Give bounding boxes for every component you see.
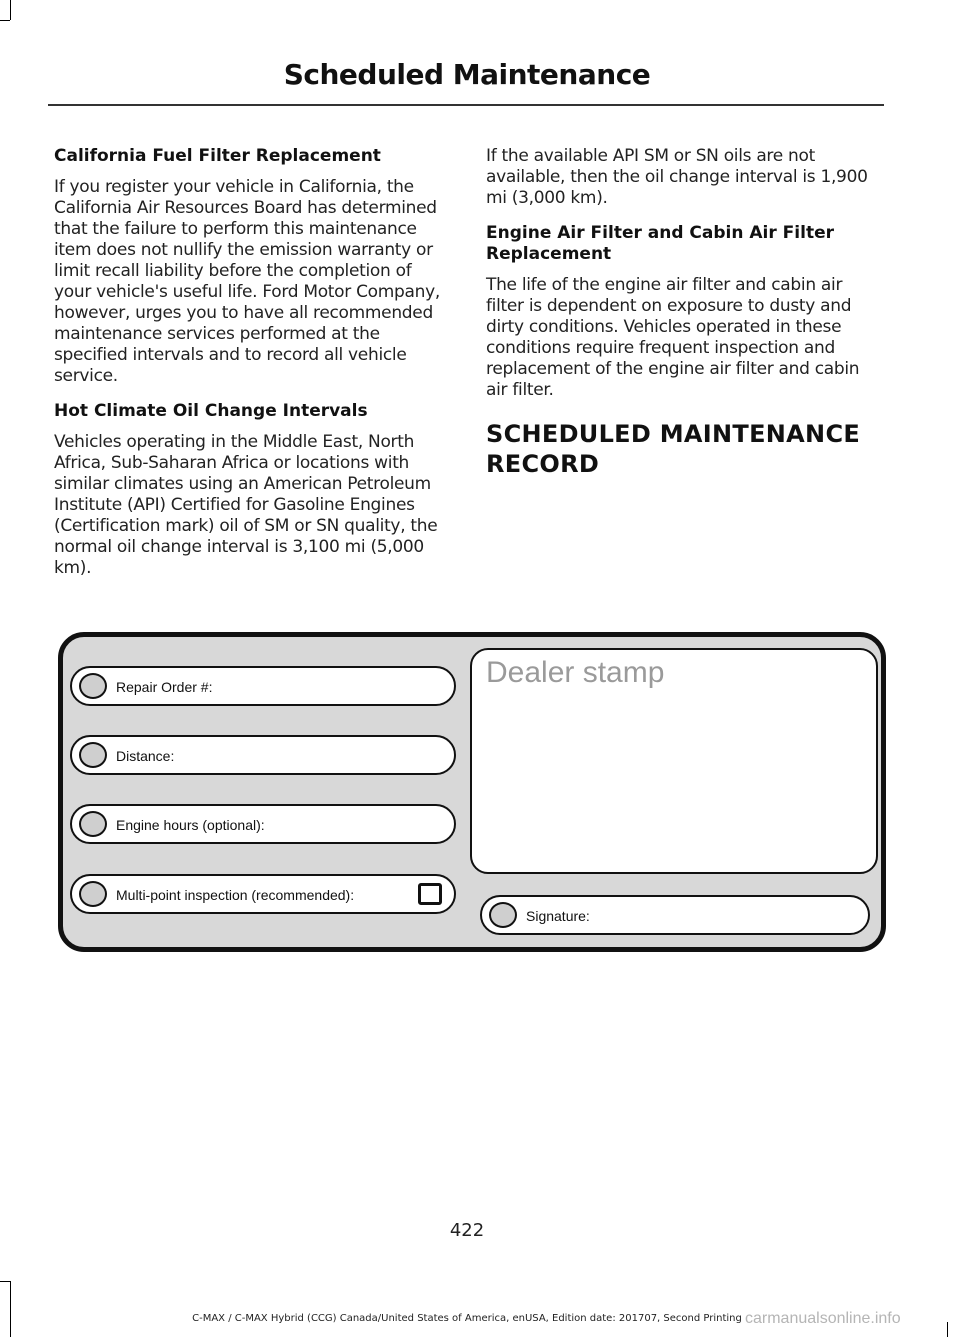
maintenance-record-heading-line1: SCHEDULED MAINTENANCE	[486, 420, 861, 448]
distance-label: Distance:	[116, 748, 175, 764]
air-filter-heading: Engine Air Filter and Cabin Air Filter Replacement	[486, 223, 834, 264]
left-column	[54, 146, 446, 593]
engine-hours-field[interactable]	[70, 804, 456, 844]
crop-mark-top-left-h	[0, 20, 10, 21]
engine-hours-label: Engine hours (optional):	[116, 817, 265, 833]
multi-point-inspection-field	[70, 874, 456, 914]
distance-bullet-icon	[79, 742, 107, 768]
site-watermark: carmanualsonline.info	[745, 1310, 901, 1327]
multi-point-bullet-icon	[79, 881, 107, 907]
multi-point-inspection-checkbox[interactable]	[418, 883, 442, 905]
oil-interval-text: If the available API SM or SN oils are not available, then the oil change interval is 1,900 mi (3,000 km).	[486, 146, 868, 208]
engine-hours-bullet-icon	[79, 811, 107, 837]
maintenance-record-heading	[486, 419, 878, 479]
crop-mark-top-left-v	[10, 0, 11, 20]
hot-climate-oil-text: Vehicles operating in the Middle East, North Africa, Sub-Saharan Africa or locations with similar climates using an American Petroleum Institute (API) Certified for Gasoline Engines (Certification mark) oil of SM or SN quality, the normal oil change interval is 3,100 mi (5,000 km).	[54, 432, 438, 578]
air-filter-text: The life of the engine air filter and cabin air filter is dependent on exposure to dusty and dirty conditions. Vehicles operated in these conditions require frequent inspection and replacement of the engine air filter and cabin air filter.	[486, 275, 860, 400]
hot-climate-oil-heading: Hot Climate Oil Change Intervals	[54, 401, 368, 421]
crop-mark-bottom-left-v	[10, 1281, 11, 1337]
repair-order-label: Repair Order #:	[116, 679, 213, 695]
dealer-stamp-box[interactable]	[470, 648, 878, 874]
edition-footer: C-MAX / C-MAX Hybrid (CCG) Canada/United States of America, enUSA, Edition date: 201707, Second Printing	[192, 1313, 742, 1324]
maintenance-record-heading-line2: RECORD	[486, 450, 600, 478]
repair-order-field[interactable]	[70, 666, 456, 706]
page-number: 422	[449, 1220, 485, 1241]
california-fuel-filter-text: If you register your vehicle in California, the California Air Resources Board has determined that the failure to perform this maintenance item does not nullify the emission warranty or limit recall liability before the completion of your vehicle's useful life. Ford Motor Company, however, urges you to have all recommended maintenance services performed at the specified intervals and to record all vehicle service.	[54, 177, 440, 386]
multi-point-inspection-label: Multi-point inspection (recommended):	[116, 887, 355, 903]
repair-order-bullet-icon	[79, 673, 107, 699]
crop-mark-bottom-right-v	[947, 1322, 948, 1337]
dealer-stamp-label: Dealer stamp	[486, 656, 665, 689]
signature-bullet-icon	[489, 902, 517, 928]
california-fuel-filter-heading: California Fuel Filter Replacement	[54, 146, 381, 166]
right-column	[486, 146, 878, 479]
distance-field[interactable]	[70, 735, 456, 775]
crop-mark-bottom-left-h	[0, 1281, 10, 1282]
page-title: Scheduled Maintenance	[283, 58, 651, 91]
header-divider	[48, 104, 884, 106]
signature-field[interactable]	[480, 895, 870, 935]
signature-label: Signature:	[526, 908, 590, 924]
